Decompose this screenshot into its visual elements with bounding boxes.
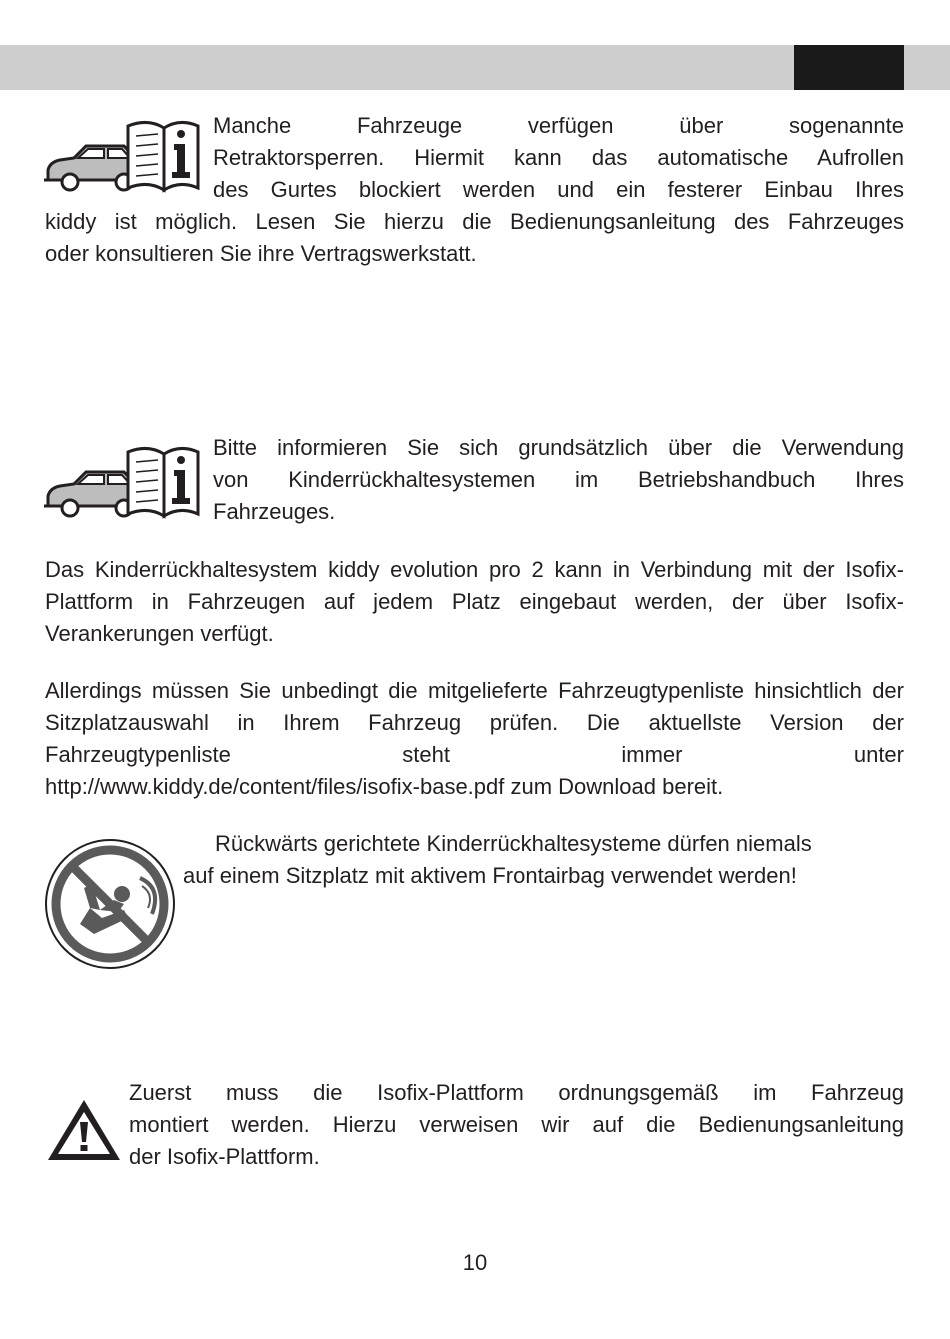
retractor-line-1: Manche Fahrzeuge verfügen über sogenannte <box>213 113 904 138</box>
header-tab <box>794 45 904 90</box>
retractor-line-4: kiddy ist möglich. Lesen Sie hierzu die Bedienungsanleitung des Fahrzeuges <box>45 209 904 234</box>
page-number: 10 <box>462 1250 488 1275</box>
vehicle-list-url-line: http://www.kiddy.de/content/files/isofix-base.pdf zum Download bereit. <box>45 774 724 799</box>
airbag-warning-line-1: Rückwärts gerichtete Kinderrückhaltesysteme dürfen niemals <box>215 831 812 856</box>
platform-warning-line-2: montiert werden. Hierzu verweisen wir auf die Bedienungsanleitung <box>129 1112 904 1137</box>
retractor-line-5: oder konsultieren Sie ihre Vertragswerkstatt. <box>45 241 477 266</box>
inform-line-2: von Kinderrückhaltesystemen im Betriebshandbuch Ihres <box>213 467 904 492</box>
warning-triangle-icon <box>46 1098 122 1162</box>
compatibility-paragraph: Das Kinderrückhaltesystem kiddy evolution pro 2 kann in Verbindung mit der Isofix-Plattform in Fahrzeugen auf jedem Platz eingebaut werden, der über Isofix-Verankerungen verfügt. <box>45 557 904 646</box>
inform-line-1: Bitte informieren Sie sich grundsätzlich über die Verwendung <box>213 435 904 460</box>
platform-warning-line-1: Zuerst muss die Isofix-Plattform ordnungsgemäß im Fahrzeug <box>129 1080 904 1105</box>
airbag-warning-line-2: auf einem Sitzplatz mit aktivem Frontairbag verwendet werden! <box>183 863 797 888</box>
car-manual-info-icon <box>44 116 204 196</box>
no-rear-facing-seat-airbag-icon <box>44 838 176 970</box>
vehicle-list-paragraph: Allerdings müssen Sie unbedingt die mitgelieferte Fahrzeugtypenliste hinsichtlich der Sitzplatzauswahl in Ihrem Fahrzeug prüfen. Die aktuellste Version der Fahrzeugtypenliste steht immer unter <box>45 678 904 767</box>
platform-warning-line-3: der Isofix-Plattform. <box>129 1144 320 1169</box>
car-manual-info-icon <box>44 442 204 522</box>
retractor-line-3: des Gurtes blockiert werden und ein festerer Einbau Ihres <box>213 177 904 202</box>
inform-line-3: Fahrzeuges. <box>213 499 336 524</box>
retractor-line-2: Retraktorsperren. Hiermit kann das automatische Aufrollen <box>213 145 904 170</box>
